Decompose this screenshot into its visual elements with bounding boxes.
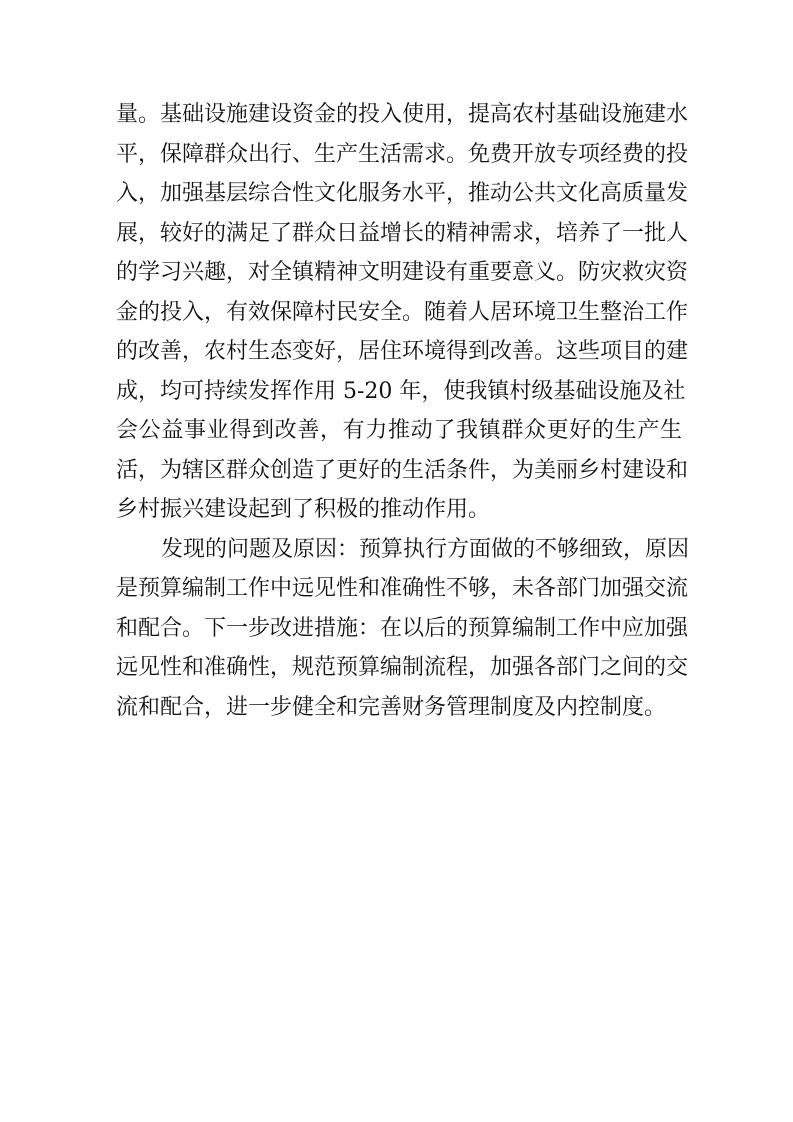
paragraph-2-line-4: 远见性和准确性，规范预算编制流程，加强各部门之间的交 [116,655,689,680]
paragraph-1-line-10: 活，为辖区群众创造了更好的生活条件，为美丽乡村建设和 [116,457,689,483]
paragraph-2-line-3: 和配合。下一步改进措施：在以后的预算编制工作中应加强 [116,615,689,641]
paragraph-1-line-9: 会公益事业得到改善，有力推动了我镇群众更好的生产生 [116,418,682,443]
paragraph-1-line-3: 入，加强基层综合性文化服务水平，推动公共文化高质量发 [116,181,689,206]
paragraph-1-line-2: 平，保障群众出行、生产生活需求。免费开放专项经费的投 [116,141,689,167]
paragraph-2-line-1: 发现的问题及原因：预算执行方面做的不够细致，原因 [161,536,690,562]
paragraph-2-line-5: 流和配合，进一步健全和完善财务管理制度及内控制度。 [116,694,667,720]
paragraph-2-line-2: 是预算编制工作中远见性和准确性不够，未各部门加强交流 [116,576,689,601]
paragraph-1-line-8: 成，均可持续发挥作用 5-20 年，使我镇村级基础设施及社 [116,378,686,404]
paragraph-1-line-4: 展，较好的满足了群众日益增长的精神需求，培养了一批人 [116,220,689,246]
paragraph-1-line-7: 的改善，农村生态变好，居住环境得到改善。这些项目的建 [116,339,689,364]
paragraph-1-line-11: 乡村振兴建设起到了积极的推动作用。 [116,497,491,522]
paragraph-1-line-1: 量。基础设施建设资金的投入使用，提高农村基础设施建水 [116,102,689,127]
paragraph-1-line-5: 的学习兴趣，对全镇精神文明建设有重要意义。防灾救灾资 [116,260,689,285]
paragraph-1-line-6: 金的投入，有效保障村民安全。随着人居环境卫生整治工作 [116,299,689,325]
document-body [116,95,690,727]
